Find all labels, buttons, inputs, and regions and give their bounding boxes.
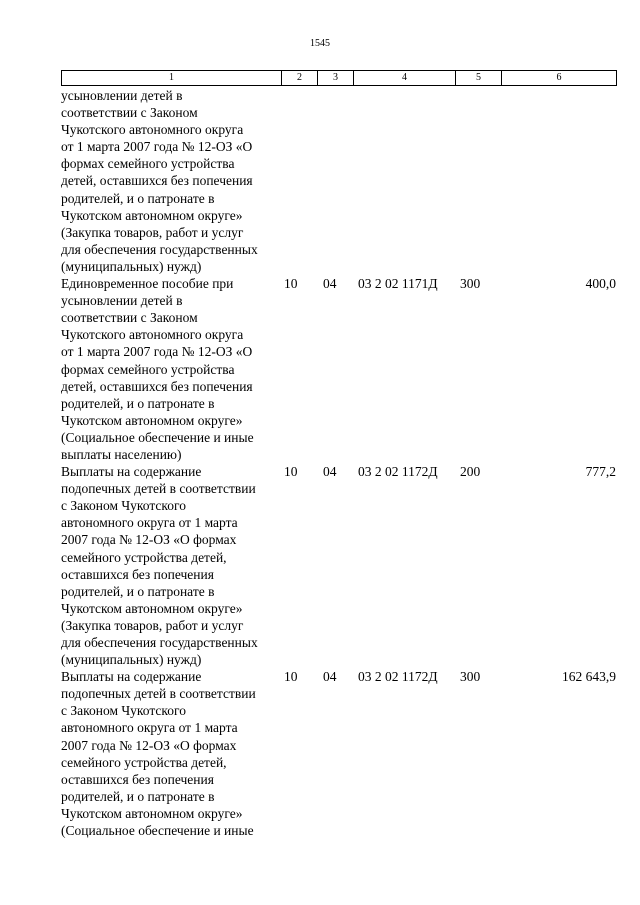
column-header-2: 2 <box>282 71 318 86</box>
column-header-3: 3 <box>318 71 354 86</box>
table-row <box>61 634 621 651</box>
target-article-code: 03 2 02 1171Д <box>358 276 438 292</box>
row-description-line: родителей, и о патронате в <box>61 583 215 599</box>
row-description-line: (муниципальных) нужд) <box>61 258 202 274</box>
table-row <box>61 104 621 121</box>
row-description-line: детей, оставшихся без попечения <box>61 378 253 394</box>
row-description-line: Чукотского автономного округа <box>61 327 244 343</box>
row-description-line: соответствии с Законом <box>61 310 198 326</box>
expense-type-code: 300 <box>460 669 481 685</box>
table-row <box>61 87 621 104</box>
table-row <box>61 258 621 275</box>
row-description-line: Чукотском автономном округе» <box>61 805 243 821</box>
row-description-line: усыновлении детей в <box>61 293 183 309</box>
table-row <box>61 138 621 155</box>
row-description-line: Единовременное пособие при <box>61 276 234 292</box>
row-description-line: Выплаты на содержание <box>61 669 202 685</box>
amount-value: 400,0 <box>585 276 616 292</box>
table-row <box>61 531 621 548</box>
table-row <box>61 412 621 429</box>
section-code: 10 <box>284 464 298 480</box>
row-description-line: формах семейного устройства <box>61 361 235 377</box>
table-row <box>61 463 621 480</box>
page-number: 1545 <box>310 38 330 49</box>
table-row <box>61 309 621 326</box>
row-description-line: для обеспечения государственных <box>61 635 258 650</box>
subsection-code: 04 <box>323 276 337 292</box>
table-row <box>61 583 621 600</box>
table-row <box>61 429 621 446</box>
amount-value: 162 643,9 <box>562 669 616 685</box>
row-description-line: выплаты населению) <box>61 446 182 462</box>
table-row <box>61 549 621 566</box>
row-description-line: 2007 года № 12-ОЗ «О формах <box>61 737 237 753</box>
row-description-line: с Законом Чукотского <box>61 498 186 514</box>
row-description-line: (Социальное обеспечение и иные <box>61 823 254 839</box>
expense-type-code: 200 <box>460 464 481 480</box>
table-row <box>61 121 621 138</box>
table-row <box>61 395 621 412</box>
table-row <box>61 378 621 395</box>
row-description-line: оставшихся без попечения <box>61 771 214 787</box>
row-description-line: автономного округа от 1 марта <box>61 720 238 736</box>
table-row <box>61 241 621 258</box>
table-row <box>61 343 621 360</box>
table-row <box>61 822 621 839</box>
row-description-line: (Закупка товаров, работ и услуг <box>61 617 244 633</box>
amount-value: 777,2 <box>585 464 616 480</box>
target-article-code: 03 2 02 1172Д <box>358 669 438 685</box>
row-description-line: (муниципальных) нужд) <box>61 652 202 668</box>
column-header-4: 4 <box>354 71 456 86</box>
row-description-line: формах семейного устройства <box>61 156 235 172</box>
row-description-line: Выплаты на содержание <box>61 464 202 480</box>
row-description-line: семейного устройства детей, <box>61 754 227 770</box>
section-code: 10 <box>284 276 298 292</box>
row-description-line: (Закупка товаров, работ и услуг <box>61 224 244 240</box>
row-description-line: для обеспечения государственных <box>61 241 258 257</box>
table-row <box>61 566 621 583</box>
subsection-code: 04 <box>323 669 337 685</box>
table-row <box>61 155 621 172</box>
row-description-line: (Социальное обеспечение и иные <box>61 429 254 445</box>
row-description-line: 2007 года № 12-ОЗ «О формах <box>61 532 237 548</box>
row-description-line: усыновлении детей в <box>61 88 183 103</box>
table-row <box>61 514 621 531</box>
row-description-line: от 1 марта 2007 года № 12-ОЗ «О <box>61 139 253 155</box>
table-row <box>61 497 621 514</box>
row-description-line: автономного округа от 1 марта <box>61 515 238 531</box>
table-row <box>61 326 621 343</box>
row-description-line: Чукотском автономном округе» <box>61 207 243 223</box>
table-row <box>61 190 621 207</box>
row-description-line: подопечных детей в соответствии <box>61 481 256 497</box>
table-row <box>61 600 621 617</box>
table-row <box>61 702 621 719</box>
table-row <box>61 651 621 668</box>
row-description-line: с Законом Чукотского <box>61 703 186 719</box>
column-header-6: 6 <box>502 71 617 86</box>
table-row <box>61 737 621 754</box>
expense-type-code: 300 <box>460 276 481 292</box>
row-description-line: подопечных детей в соответствии <box>61 686 256 702</box>
table-row <box>61 805 621 822</box>
table-row <box>61 361 621 378</box>
table-row <box>61 788 621 805</box>
row-description-line: родителей, и о патронате в <box>61 788 215 804</box>
subsection-code: 04 <box>323 464 337 480</box>
table-row <box>61 668 621 685</box>
table-row <box>61 172 621 189</box>
table-row <box>61 617 621 634</box>
row-description-line: Чукотском автономном округе» <box>61 412 243 428</box>
table-row <box>61 754 621 771</box>
row-description-line: от 1 марта 2007 года № 12-ОЗ «О <box>61 344 253 360</box>
row-description-line: Чукотском автономном округе» <box>61 600 243 616</box>
row-description-line: Чукотского автономного округа <box>61 122 244 138</box>
row-description-line: оставшихся без попечения <box>61 566 214 582</box>
target-article-code: 03 2 02 1172Д <box>358 464 438 480</box>
table-row <box>61 480 621 497</box>
row-description-line: родителей, и о патронате в <box>61 395 215 411</box>
table-row <box>61 224 621 241</box>
table-row <box>61 719 621 736</box>
table-row <box>61 446 621 463</box>
table-row <box>61 275 621 292</box>
row-description-line: детей, оставшихся без попечения <box>61 173 253 189</box>
table-row <box>61 292 621 309</box>
column-header-1: 1 <box>62 71 282 86</box>
column-header-5: 5 <box>456 71 502 86</box>
table-row <box>61 207 621 224</box>
section-code: 10 <box>284 669 298 685</box>
budget-table-body <box>61 87 621 839</box>
row-description-line: семейного устройства детей, <box>61 549 227 565</box>
table-row <box>61 685 621 702</box>
column-header-row <box>62 71 617 86</box>
row-description-line: соответствии с Законом <box>61 105 198 121</box>
table-row <box>61 771 621 788</box>
column-header-table <box>61 70 617 86</box>
row-description-line: родителей, и о патронате в <box>61 190 215 206</box>
